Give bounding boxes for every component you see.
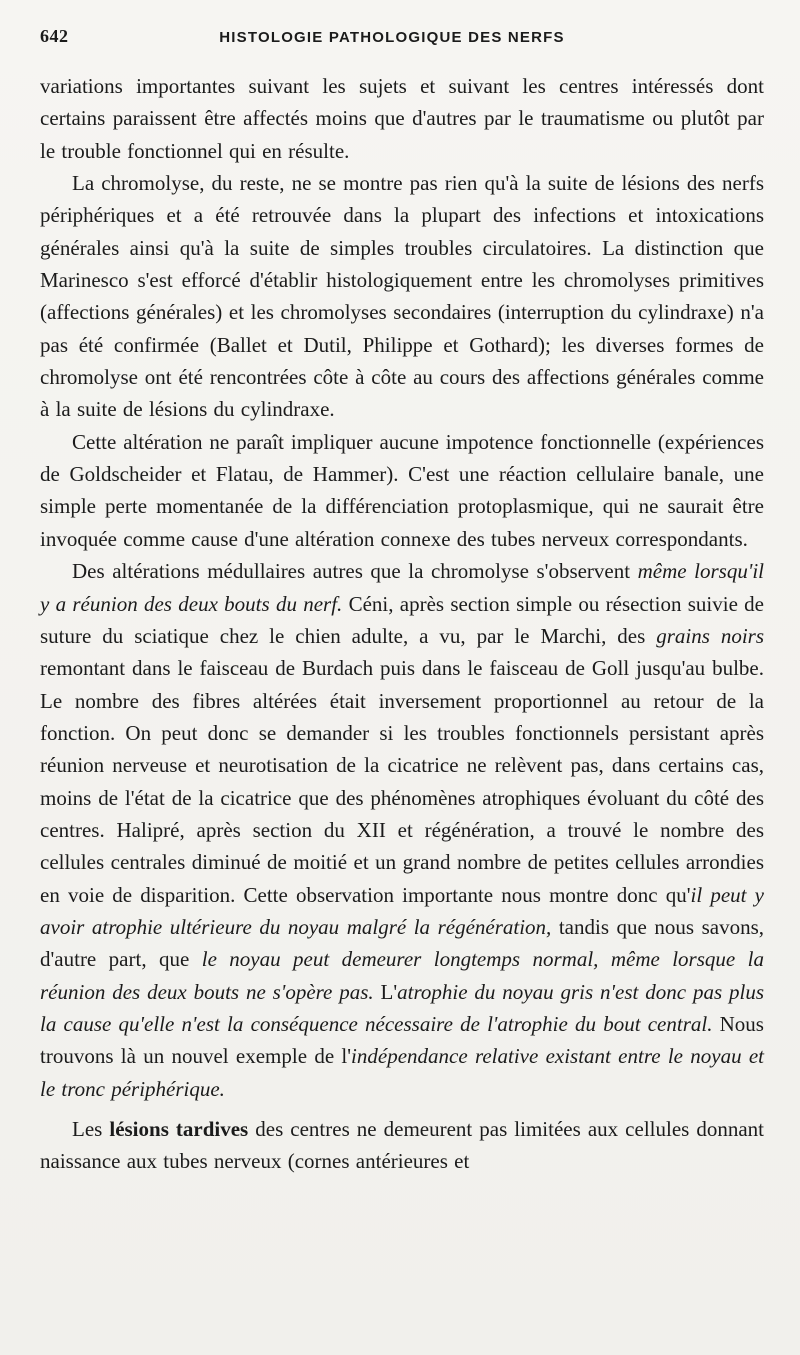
italic-text-run: il peut y avoir atrophie ultérieure du noyau malgré la régénération, <box>40 882 764 939</box>
text-run: L' <box>373 979 398 1004</box>
italic-text-run: même lorsqu'il y a réunion des deux bouts du nerf. <box>40 559 764 616</box>
text-run: Céni, après section simple ou résection suivie de suture du sciatique chez le chien adulte, a vu, par le Marchi, des <box>40 591 764 648</box>
page-number: 642 <box>40 26 69 46</box>
paragraph <box>40 70 764 167</box>
italic-text-run: le noyau peut demeurer longtemps normal, même lorsque la réunion des deux bouts ne s'opère pas. <box>40 947 764 1004</box>
text-run: Nous trouvons là un nouvel exemple de l' <box>40 1011 764 1069</box>
bold-text-run: lésions tardives <box>109 1117 249 1141</box>
page-header <box>40 26 764 70</box>
italic-text-run: grains noirs <box>656 623 764 648</box>
paragraph <box>40 555 764 1105</box>
text-run: variations importantes suivant les sujets et suivant les centres intéressés dont certains paraissent être affectés moins que d'autres par le traumatisme ou plutôt par le trouble fonctionnel qui en résulte. <box>40 74 764 163</box>
text-run: tandis que nous savons, d'autre part, que <box>40 914 764 972</box>
paragraph <box>40 426 764 555</box>
paragraph <box>40 167 764 426</box>
italic-text-run: indépendance relative existant entre le noyau et le tronc périphérique. <box>40 1044 764 1101</box>
text-run: des centres ne demeurent pas limitées aux cellules donnant naissance aux tubes nerveux (cornes antérieures et <box>40 1117 764 1174</box>
text-run: Des altérations médullaires autres que la chromolyse s'observent <box>72 559 638 584</box>
text-run: La chromolyse, du reste, ne se montre pas rien qu'à la suite de lésions des nerfs périphériques et a été retrouvée dans la plupart des infections et intoxications générales ainsi qu'à la suite de simples troubles circulatoires. La distinction que Marinesco s'est efforcé d'établir histologiquement entre les chromolyses primitives (affections générales) et les chromolyses secondaires (interruption du cylindraxe) n'a pas été confirmée (Ballet et Dutil, Philippe et Gothard); les diverses formes de chromolyse ont été rencontrées côte à côte au cours des affections générales comme à la suite de lésions du cylindraxe. <box>40 171 764 422</box>
paragraph <box>40 1113 764 1178</box>
text-run: Les <box>72 1117 110 1141</box>
running-title: HISTOLOGIE PATHOLOGIQUE DES NERFS <box>219 29 565 46</box>
body-text <box>40 70 764 1178</box>
text-run: remontant dans le faisceau de Burdach puis dans le faisceau de Goll jusqu'au bulbe. Le nombre des fibres altérées était inversement proportionnel au retour de la fonction. On peut donc se demander si les troubles fonctionnels persistant après réunion nerveuse et neurotisation de la cicatrice ne relèvent pas, dans certains cas, moins de l'état de la cicatrice que des phénomènes atrophiques évoluant du côté des centres. Halipré, après section du XII et régénération, a trouvé le nombre des cellules centrales diminué de moitié et un grand nombre de petites cellules arrondies en voie de disparition. Cette observation importante nous montre donc qu' <box>40 656 764 907</box>
italic-text-run: atrophie du noyau gris n'est donc pas plus la cause qu'elle n'est la conséquence nécessaire de l'atrophie du bout central. <box>40 979 764 1036</box>
text-run: Cette altération ne paraît impliquer aucune impotence fonctionnelle (expériences de Goldscheider et Flatau, de Hammer). C'est une réaction cellulaire banale, une simple perte momentanée de la différenciation protoplasmique, qui ne saurait être invoquée comme cause d'une altération connexe des tubes nerveux correspondants. <box>40 429 764 551</box>
